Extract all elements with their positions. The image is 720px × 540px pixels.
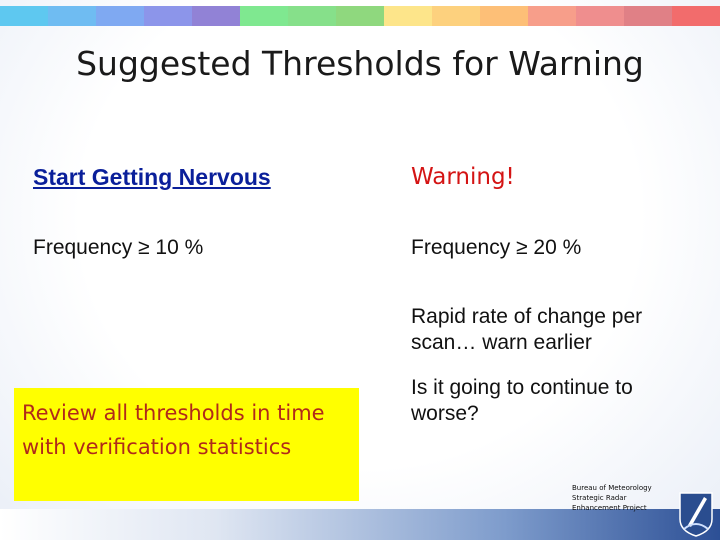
- footer-organization: [572, 483, 682, 513]
- color-strip-segment: [336, 6, 384, 26]
- left-frequency-threshold: Frequency ≥ 10 %: [33, 236, 204, 259]
- color-strip-segment: [480, 6, 528, 26]
- review-note-box: [14, 388, 359, 501]
- rate-of-change-note: Rapid rate of change per scan… warn earlier: [411, 305, 643, 354]
- color-strip: [0, 6, 720, 26]
- left-column-heading: Start Getting Nervous: [33, 164, 271, 190]
- footer-line-2: Strategic Radar: [572, 494, 627, 502]
- color-strip-segment: [0, 6, 48, 26]
- color-strip-segment: [624, 6, 672, 26]
- footer-bar: [0, 509, 720, 540]
- color-strip-segment: [576, 6, 624, 26]
- color-strip-segment: [192, 6, 240, 26]
- color-strip-segment: [96, 6, 144, 26]
- right-column-heading: Warning!: [411, 164, 515, 190]
- footer-line-1: Bureau of Meteorology: [572, 484, 652, 492]
- color-strip-segment: [288, 6, 336, 26]
- color-strip-segment: [144, 6, 192, 26]
- continue-question: Is it going to continue to worse?: [411, 376, 633, 425]
- color-strip-segment: [384, 6, 432, 26]
- color-strip-segment: [672, 6, 720, 26]
- footer-line-3: Enhancement Project: [572, 504, 647, 512]
- bureau-emblem-icon: [676, 489, 716, 537]
- slide-title: Suggested Thresholds for Warning: [76, 44, 644, 83]
- review-note-text: Review all thresholds in time with verification statistics: [22, 401, 325, 459]
- color-strip-segment: [528, 6, 576, 26]
- right-frequency-threshold: Frequency ≥ 20 %: [411, 236, 582, 259]
- color-strip-segment: [240, 6, 288, 26]
- color-strip-segment: [48, 6, 96, 26]
- color-strip-segment: [432, 6, 480, 26]
